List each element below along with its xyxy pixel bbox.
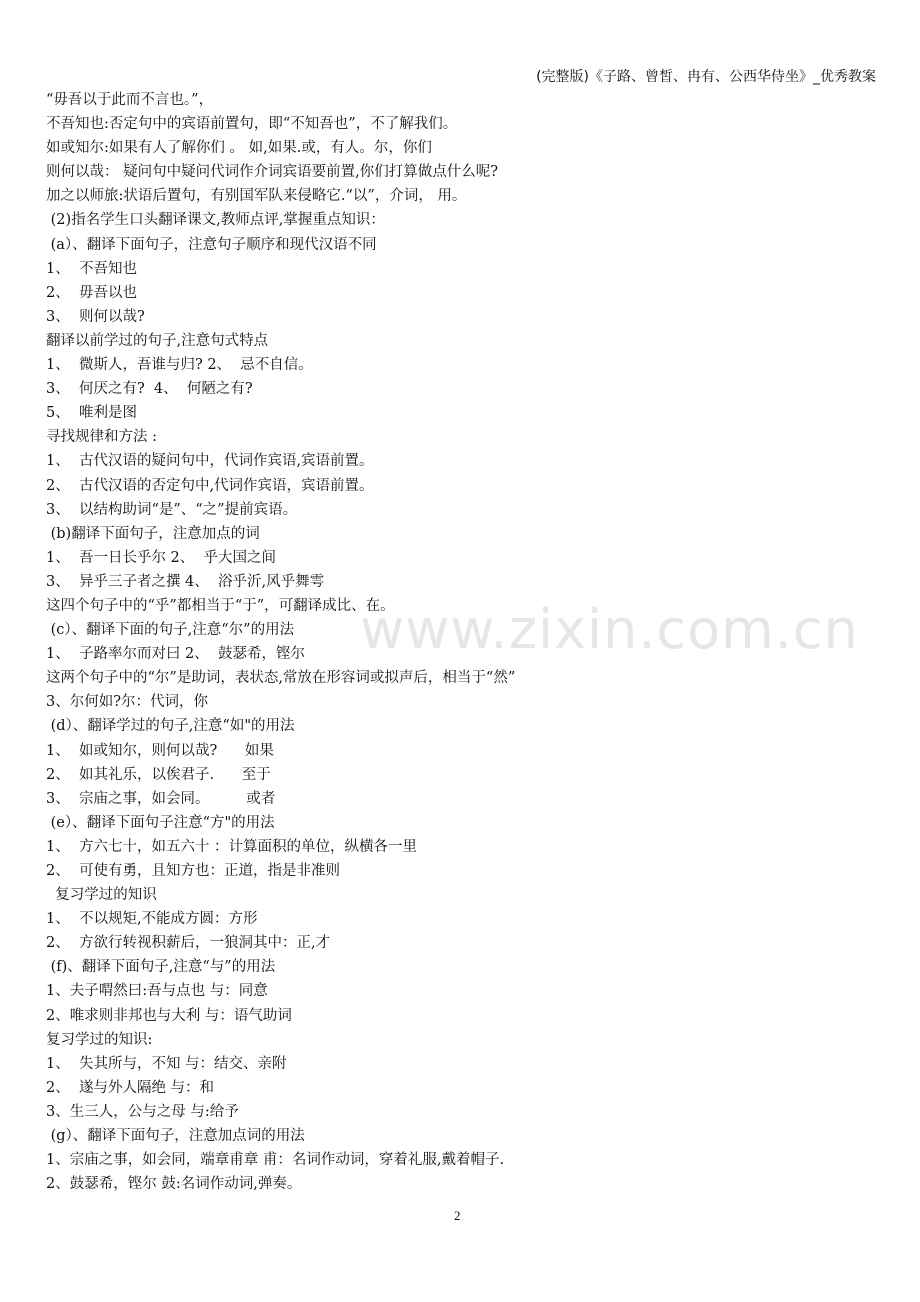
text-line: 2、 古代汉语的否定句中,代词作宾语，宾语前置。 xyxy=(46,477,374,494)
text-line: 2、 毋吾以也 xyxy=(46,284,137,301)
text-line: 1、 微斯人，吾谁与归? 2、 忌不自信。 xyxy=(46,357,313,374)
section-heading-d: (d）、翻译学过的句子,注意“如"的用法 xyxy=(46,718,295,735)
text-line: 2、 如其礼乐，以俟君子. 至于 xyxy=(46,766,271,783)
text-line: 1、宗庙之事，如会同，端章甫章 甫：名词作动词，穿着礼服,戴着帽子. xyxy=(46,1152,505,1169)
text-line: 3、 以结构助词“是”、“之”提前宾语。 xyxy=(46,501,298,518)
section-heading-c: (c）、翻译下面的句子,注意“尔”的用法 xyxy=(46,622,295,639)
text-line: 2、鼓瑟希，铿尔 鼓:名词作动词,弹奏。 xyxy=(46,1176,302,1193)
text-line: 3、 异乎三子者之撰 4、 浴乎沂,风乎舞雩 xyxy=(46,573,325,590)
document-body xyxy=(46,88,886,1196)
text-line: 1、 如或知尔，则何以哉? 如果 xyxy=(46,742,274,759)
text-line: 5、 唯利是图 xyxy=(46,405,137,422)
text-line: 1、 古代汉语的疑问句中，代词作宾语,宾语前置。 xyxy=(46,453,374,470)
text-line: 复习学过的知识 xyxy=(46,887,157,904)
text-line: 1、 不吾知也 xyxy=(46,260,137,277)
page-number: 2 xyxy=(454,1208,461,1223)
text-line: 2、 遂与外人隔绝 与：和 xyxy=(46,1079,215,1096)
text-line: 加之以师旅:状语后置句，有别国军队来侵略它.“以”，介词， 用。 xyxy=(46,188,467,205)
watermark: www.zixin.com.cn xyxy=(360,598,859,661)
text-line: 不吾知也:否定句中的宾语前置句，即“不知吾也”，不了解我们。 xyxy=(46,116,458,133)
text-line: 3、尔何如?尔：代词，你 xyxy=(46,694,208,711)
section-heading-b: (b)翻译下面句子，注意加点的词 xyxy=(46,525,260,542)
text-line: 复习学过的知识: xyxy=(46,1031,153,1048)
section-heading-a: (a）、翻译下面句子，注意句子顺序和现代汉语不同 xyxy=(46,236,377,253)
text-line: 翻译以前学过的句子,注意句式特点 xyxy=(46,332,269,349)
section-heading-f: (f)、翻译下面句子,注意“与”的用法 xyxy=(46,959,276,976)
text-line: (2)指名学生口头翻译课文,教师点评,掌握重点知识： xyxy=(46,212,385,229)
document-header-title: (完整版)《子路、曾皙、冉有、公西华侍坐》_优秀教案 xyxy=(536,69,876,85)
text-line: 则何以哉： 疑问句中疑问代词作介词宾语要前置,你们打算做点什么呢? xyxy=(46,164,498,181)
text-line: 1、 不以规矩,不能成方圆：方形 xyxy=(46,911,258,928)
text-line: 这四个句子中的“乎”都相当于“于”，可翻译成比、在。 xyxy=(46,597,395,614)
text-line: 1、 吾一日长乎尔 2、 乎大国之间 xyxy=(46,549,276,566)
text-line: 2、唯求则非邦也与大利 与：语气助词 xyxy=(46,1007,292,1024)
text-line: 3、 何厌之有? 4、 何陋之有? xyxy=(46,381,253,398)
text-line: 2、 方欲行转视积薪后，一狼洞其中：正,才 xyxy=(46,935,331,952)
text-line: 1、夫子喟然曰:吾与点也 与：同意 xyxy=(46,983,268,1000)
text-line: 3、 宗庙之事，如会同。 或者 xyxy=(46,790,276,807)
text-line: “毋吾以于此而不言也。”， xyxy=(46,92,214,108)
text-line: 如或知尔:如果有人了解你们 。 如,如果.或，有人。尔，你们 xyxy=(46,140,432,157)
text-line: 寻找规律和方法 : xyxy=(46,429,157,446)
text-line: 3、 则何以哉? xyxy=(46,308,145,325)
text-line: 2、 可使有勇，且知方也：正道，指是非准则 xyxy=(46,863,340,879)
text-line: 这两个句子中的“尔”是助词，表状态,常放在形容词或拟声后，相当于“然” xyxy=(46,670,516,687)
section-heading-e: (e）、翻译下面句子注意“方"的用法 xyxy=(46,814,275,831)
section-heading-g: (g）、翻译下面句子，注意加点词的用法 xyxy=(46,1128,305,1145)
text-line: 1、 子路率尔而对曰 2、 鼓瑟希，铿尔 xyxy=(46,646,305,663)
text-line: 1、 方六七十，如五六十 ：计算面积的单位，纵横各一里 xyxy=(46,838,418,855)
text-line: 3、生三人，公与之母 与:给予 xyxy=(46,1103,239,1120)
text-line: 1、 失其所与，不知 与：结交、亲附 xyxy=(46,1055,287,1072)
